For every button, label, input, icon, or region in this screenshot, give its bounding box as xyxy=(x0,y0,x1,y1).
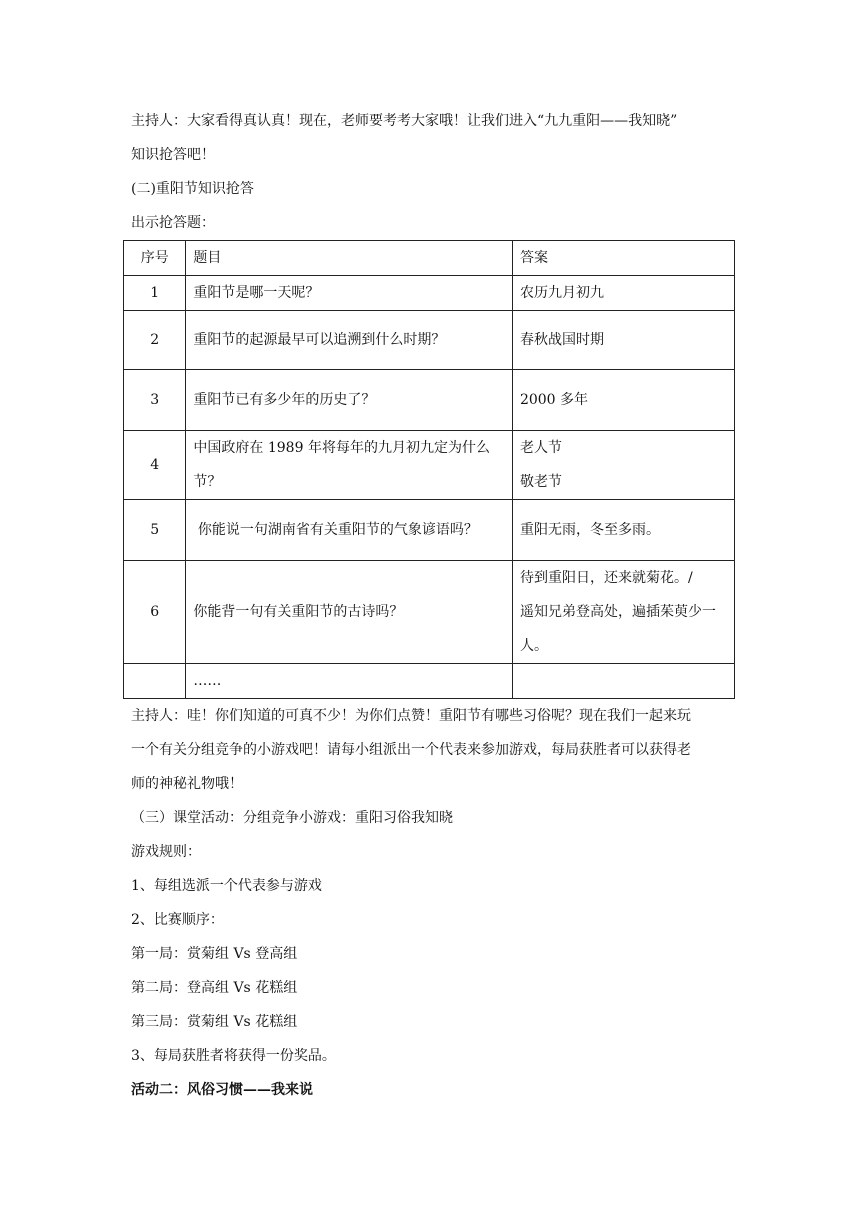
row-number: 4 xyxy=(124,431,186,500)
row-number: 6 xyxy=(124,561,186,664)
intro-line-1: 主持人：大家看得真认真！现在，老师要考考大家哦！让我们进入“九九重阳——我知晓” xyxy=(131,113,678,129)
rule-1: 1、每组选派一个代表参与游戏 xyxy=(131,878,322,894)
row-question: 你能说一句湖南省有关重阳节的气象谚语吗？ xyxy=(186,500,513,561)
row-answer xyxy=(512,664,734,699)
row-question: 重阳节的起源最早可以追溯到什么时期？ xyxy=(186,311,513,370)
row-answer: 2000 多年 xyxy=(512,370,734,431)
rules-label: 游戏规则： xyxy=(131,844,201,860)
section2-title: (二)重阳节知识抢答 xyxy=(131,181,254,197)
row-number: 5 xyxy=(124,500,186,561)
row-number: 3 xyxy=(124,370,186,431)
row-question: 中国政府在 1989 年将每年的九月初九定为什么节？ xyxy=(186,431,513,500)
table-row xyxy=(124,500,735,561)
header-question: 题目 xyxy=(186,241,513,276)
document-page xyxy=(131,104,737,1107)
round-3: 第三局：赏菊组 Vs 花糕组 xyxy=(131,1014,298,1030)
host-para-line-2: 一个有关分组竞争的小游戏吧！请每小组派出一个代表来参加游戏，每局获胜者可以获得老 xyxy=(131,742,691,758)
row-answer: 待到重阳日，还来就菊花。/ 遥知兄弟登高处，遍插茱萸少一 人。 xyxy=(512,561,734,664)
section3-title: （三）课堂活动：分组竞争小游戏：重阳习俗我知晓 xyxy=(131,810,453,826)
row-question: …… xyxy=(186,664,513,699)
round-2: 第二局：登高组 Vs 花糕组 xyxy=(131,980,298,996)
show-questions-label: 出示抢答题： xyxy=(131,215,215,231)
header-number: 序号 xyxy=(124,241,186,276)
rule-2: 2、比赛顺序： xyxy=(131,912,224,928)
row-question: 重阳节是哪一天呢？ xyxy=(186,276,513,311)
row-answer: 重阳无雨，冬至多雨。 xyxy=(512,500,734,561)
row-question: 你能背一句有关重阳节的古诗吗？ xyxy=(186,561,513,664)
row-number: 1 xyxy=(124,276,186,311)
host-para-line-3: 师的神秘礼物哦！ xyxy=(131,776,243,792)
table-row xyxy=(124,311,735,370)
round-1: 第一局：赏菊组 Vs 登高组 xyxy=(131,946,298,962)
table-header-row xyxy=(124,241,735,276)
table-row xyxy=(124,664,735,699)
table-row xyxy=(124,431,735,500)
table-row xyxy=(124,561,735,664)
row-answer: 春秋战国时期 xyxy=(512,311,734,370)
table-row xyxy=(124,370,735,431)
row-question: 重阳节已有多少年的历史了？ xyxy=(186,370,513,431)
host-para-line-1: 主持人：哇！你们知道的可真不少！为你们点赞！重阳节有哪些习俗呢？现在我们一起来玩 xyxy=(131,708,691,724)
row-answer: 农历九月初九 xyxy=(512,276,734,311)
activity2-title: 活动二：风俗习惯——我来说 xyxy=(131,1082,313,1098)
row-number xyxy=(124,664,186,699)
row-answer: 老人节 敬老节 xyxy=(512,431,734,500)
quiz-table xyxy=(123,240,735,699)
intro-line-2: 知识抢答吧！ xyxy=(131,147,215,163)
table-row xyxy=(124,276,735,311)
rule-3: 3、每局获胜者将获得一份奖品。 xyxy=(131,1048,336,1064)
row-number: 2 xyxy=(124,311,186,370)
header-answer: 答案 xyxy=(512,241,734,276)
